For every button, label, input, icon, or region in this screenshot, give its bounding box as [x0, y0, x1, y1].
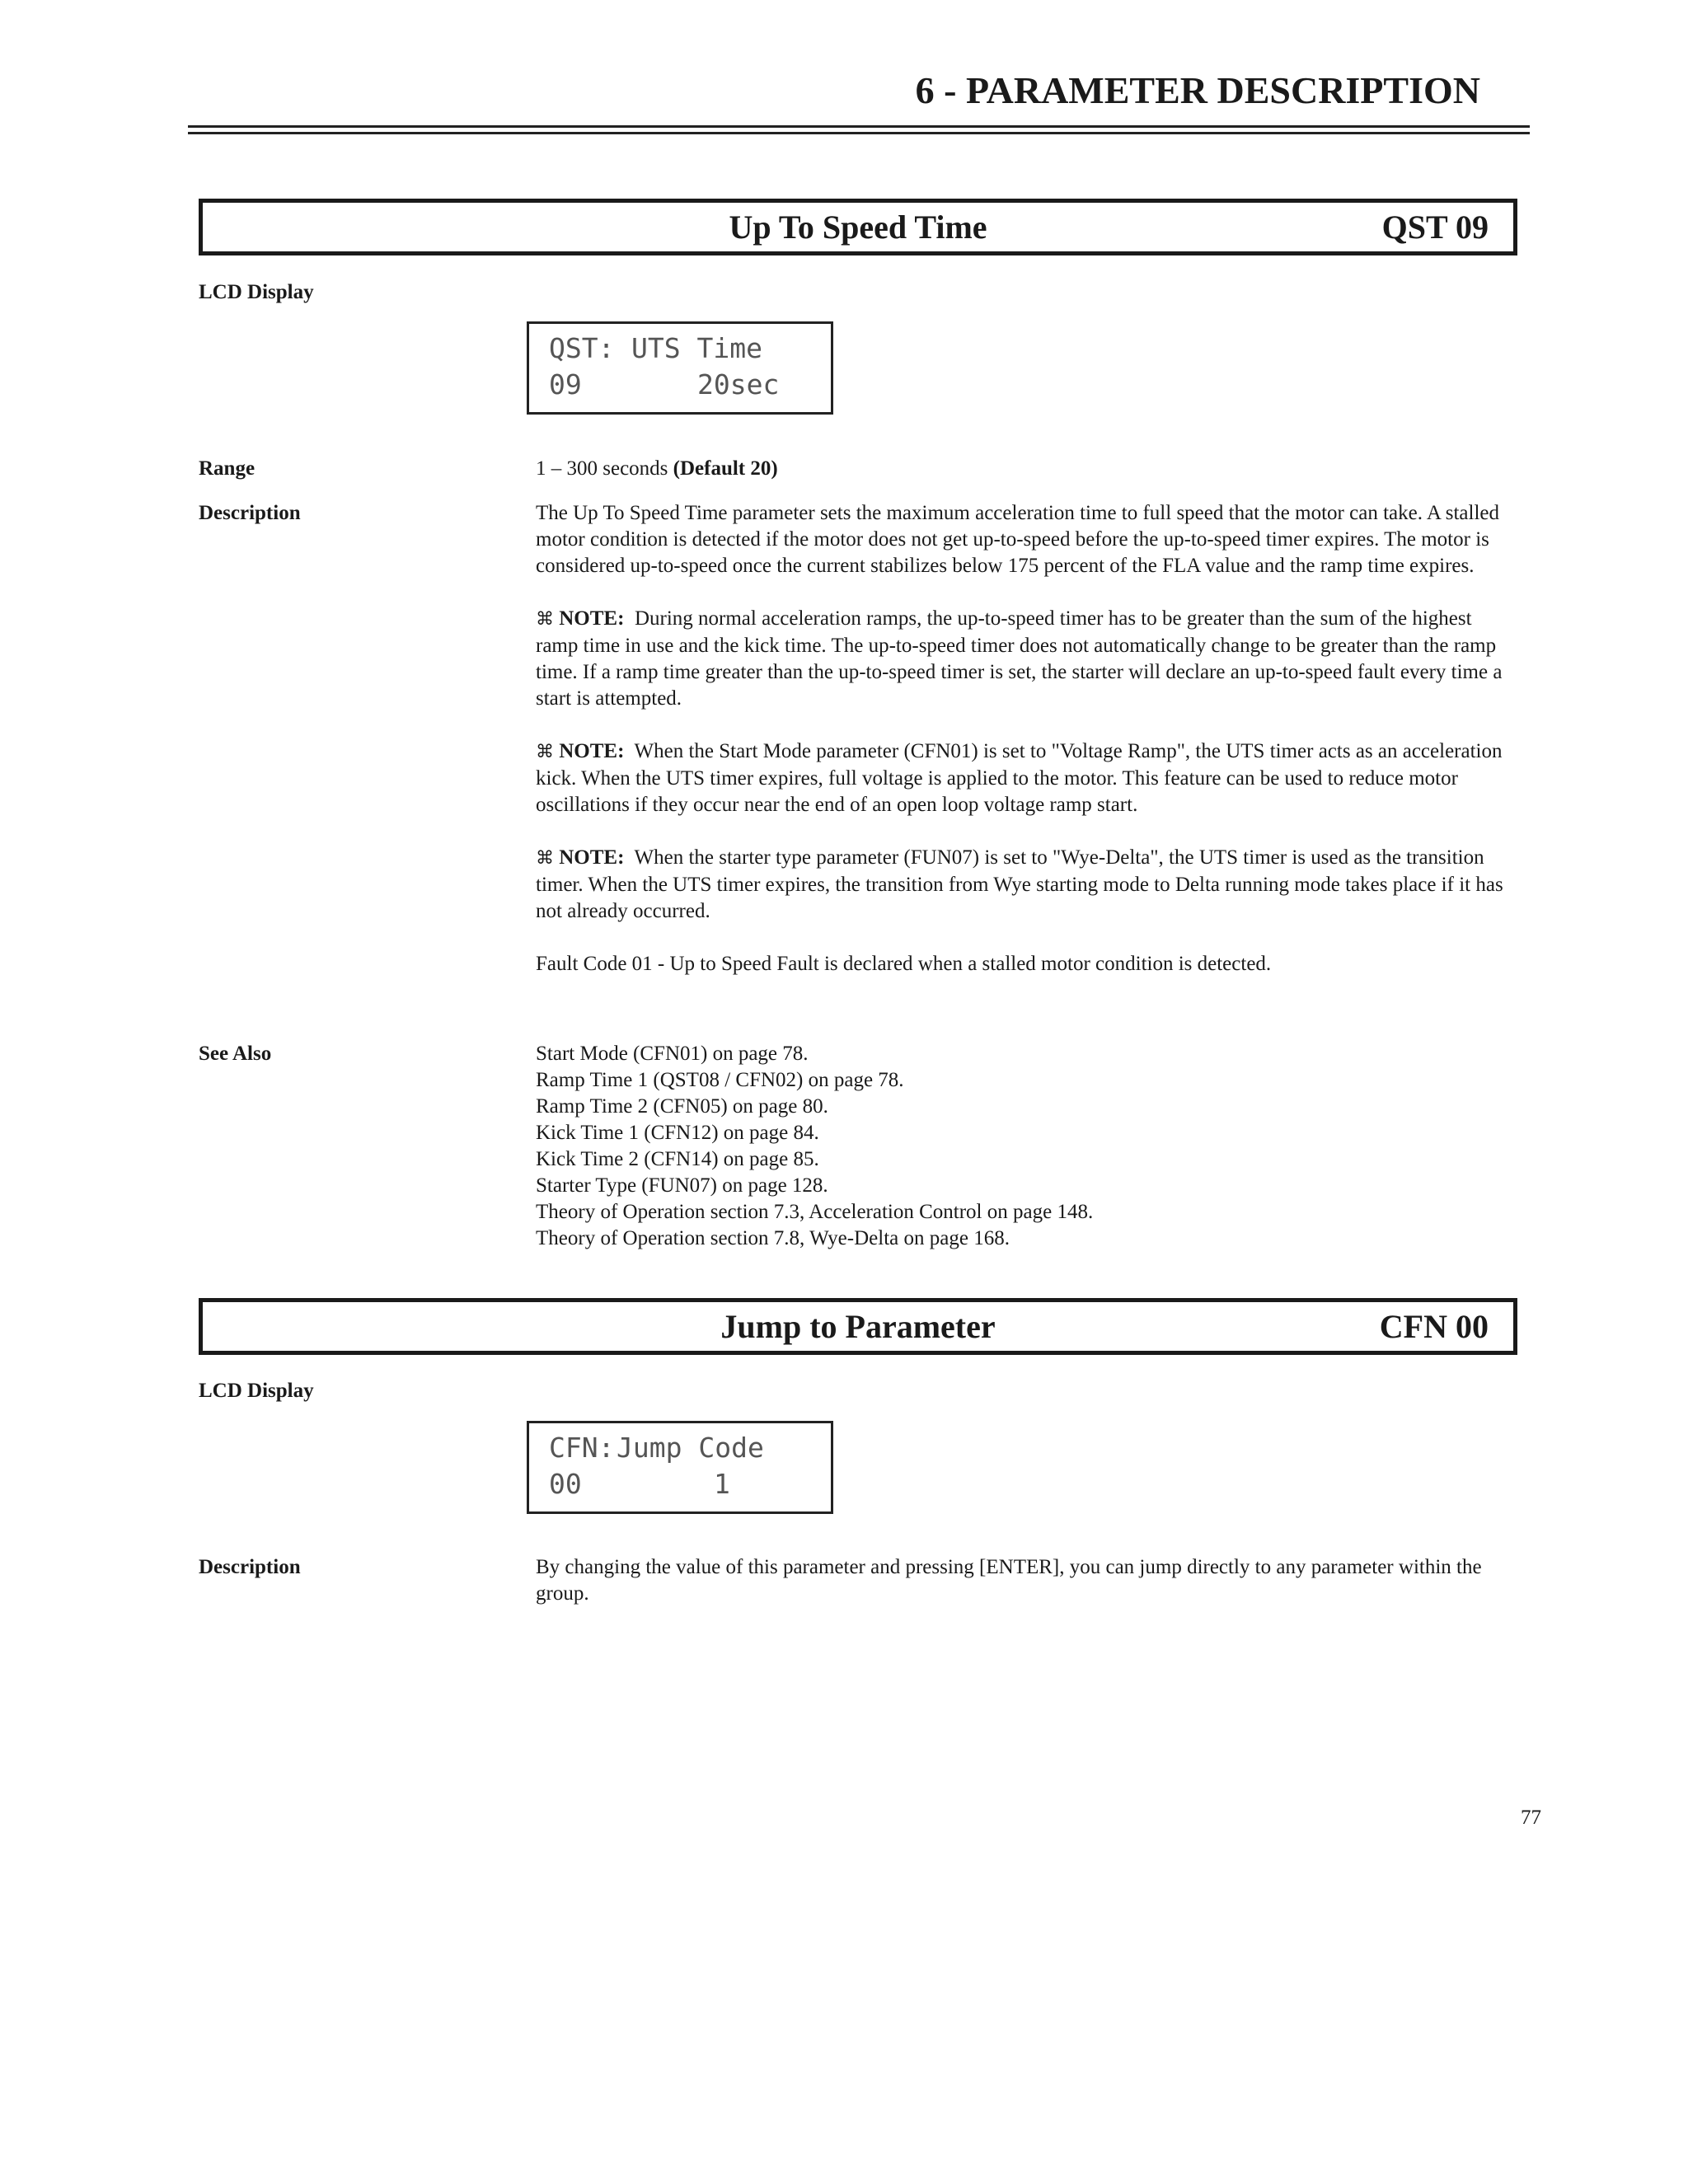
lcd-display [527, 321, 833, 415]
description-paragraph: By changing the value of this parameter and pressing [ENTER], you can jump directly to any parameter within the group. [536, 1556, 1482, 1605]
description-body [536, 1554, 1517, 1607]
lcd-line-2-prefix: 00 [549, 1468, 582, 1500]
lcd-line-1-text: UTS Time [631, 332, 762, 364]
section-title: Up To Speed Time [729, 209, 987, 246]
lcd-line-1 [549, 332, 762, 365]
command-icon: ⌘ [536, 742, 554, 762]
section-header-jump-to-parameter [199, 1298, 1517, 1355]
header-rule-bottom [188, 132, 1530, 134]
lcd-display-label: LCD Display [199, 1380, 314, 1402]
note-paragraph [536, 738, 1517, 818]
fault-paragraph: Fault Code 01 - Up to Speed Fault is declared when a stalled motor condition is detected. [536, 953, 1272, 975]
description-body [536, 500, 1517, 977]
see-also-label: See Also [199, 1043, 272, 1065]
see-also-item: Theory of Operation section 7.8, Wye-Delta on page 168. [536, 1227, 1010, 1249]
page-number: 77 [1521, 1807, 1541, 1829]
command-icon: ⌘ [536, 609, 554, 630]
command-icon: ⌘ [536, 848, 554, 869]
see-also-item: Ramp Time 1 (QST08 / CFN02) on page 78. [536, 1069, 904, 1091]
lcd-line-1-text: Jump Code [617, 1432, 764, 1464]
lcd-line-2 [549, 368, 780, 401]
header-rule-top [188, 125, 1530, 128]
section-title: Jump to Parameter [720, 1308, 996, 1345]
range-default: (Default 20) [673, 457, 778, 480]
description-label: Description [199, 502, 301, 524]
note-label: NOTE: [559, 740, 625, 762]
lcd-display-label: LCD Display [199, 281, 314, 303]
lcd-line-1-prefix: QST: [549, 332, 615, 364]
chapter-title: 6 - PARAMETER DESCRIPTION [915, 69, 1480, 111]
range-label: Range [199, 457, 256, 480]
see-also-item: Ramp Time 2 (CFN05) on page 80. [536, 1095, 828, 1118]
note-text: When the starter type parameter (FUN07) is set to "Wye-Delta", the UTS timer is used as the transition timer. When the UTS timer expires, the transition from Wye starting mode to Delta running mode takes place if it has not already occurred. [536, 846, 1503, 922]
section-code: CFN 00 [1379, 1308, 1489, 1345]
note-paragraph [536, 845, 1517, 925]
lcd-line-2-value: 1 [714, 1468, 730, 1500]
see-also-item: Starter Type (FUN07) on page 128. [536, 1174, 828, 1197]
note-paragraph [536, 606, 1517, 712]
range-text: 1 – 300 seconds [536, 457, 668, 480]
see-also-item: Start Mode (CFN01) on page 78. [536, 1043, 809, 1065]
lcd-display [527, 1421, 833, 1514]
lcd-line-2-prefix: 09 [549, 368, 582, 401]
note-text: During normal acceleration ramps, the up-to-speed timer has to be greater than the sum of the highest ramp time in use and the kick time. The up-to-speed timer does not automatically change to be greater than the ramp time. If a ramp time greater than the up-to-speed timer is set, the starter will declare an up-to-speed fault every time a start is attempted. [536, 607, 1503, 710]
note-text: When the Start Mode parameter (CFN01) is set to "Voltage Ramp", the UTS timer acts as an acceleration kick. When the UTS timer expires, full voltage is applied to the motor. This feature can be used to reduce motor oscillations if they occur near the end of an open loop voltage ramp start. [536, 740, 1503, 816]
lcd-line-2 [549, 1468, 730, 1501]
description-paragraph: The Up To Speed Time parameter sets the maximum acceleration time to full speed that the motor can take. A stalled motor condition is detected if the motor does not get up-to-speed before the up-to-speed timer expires. The motor is considered up-to-speed once the current stabilizes below 175 percent of the FLA value and the ramp time expires. [536, 502, 1500, 577]
description-label: Description [199, 1556, 301, 1578]
lcd-line-1-prefix: CFN: [549, 1432, 615, 1464]
lcd-line-1 [549, 1432, 764, 1465]
see-also-list [536, 1041, 1517, 1252]
see-also-item: Theory of Operation section 7.3, Acceleration Control on page 148. [536, 1201, 1094, 1223]
see-also-item: Kick Time 1 (CFN12) on page 84. [536, 1122, 819, 1144]
section-code: QST 09 [1381, 209, 1489, 246]
lcd-line-2-value: 20sec [697, 368, 780, 401]
section-header-up-to-speed-time [199, 199, 1517, 255]
note-label: NOTE: [559, 846, 625, 869]
range-value [536, 456, 1517, 482]
note-label: NOTE: [559, 607, 625, 630]
see-also-item: Kick Time 2 (CFN14) on page 85. [536, 1148, 819, 1170]
